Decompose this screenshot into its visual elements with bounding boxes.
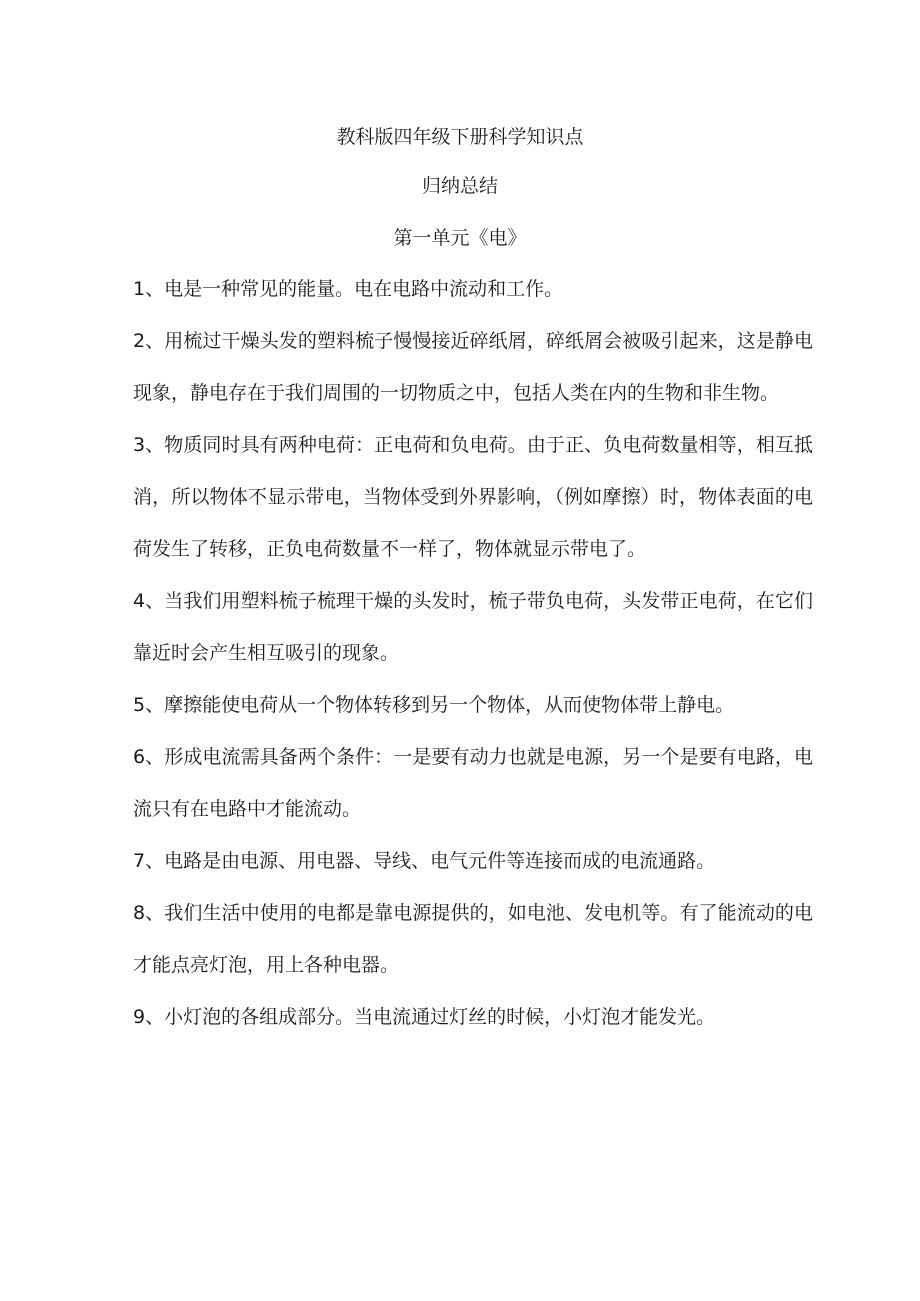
- knowledge-point-1: 1、电是一种常见的能量。电在电路中流动和工作。: [133, 278, 564, 300]
- document-subtitle: 归纳总结: [421, 175, 498, 197]
- knowledge-point-4: 4、当我们用塑料梳子梳理干燥的头发时，梳子带负电荷，头发带正电荷，在它们靠近时会产生相互吸引的现象。: [133, 590, 813, 664]
- knowledge-point-5: 5、摩擦能使电荷从一个物体转移到另一个物体，从而使物体带上静电。: [133, 694, 735, 716]
- knowledge-point-8: 8、我们生活中使用的电都是靠电源提供的，如电池、发电机等。有了能流动的电才能点亮灯泡，用上各种电器。: [133, 902, 813, 976]
- unit-heading: 第一单元《电》: [393, 227, 527, 249]
- document-title: 教科版四年级下册科学知识点: [336, 126, 584, 148]
- knowledge-point-6: 6、形成电流需具备两个条件：一是要有动力也就是电源，另一个是要有电路，电流只有在电路中才能流动。: [133, 746, 813, 820]
- knowledge-point-9: 9、小灯泡的各组成部分。当电流通过灯丝的时候，小灯泡才能发光。: [133, 1006, 716, 1028]
- knowledge-point-2: 2、用梳过干燥头发的塑料梳子慢慢接近碎纸屑，碎纸屑会被吸引起来，这是静电现象，静电存在于我们周围的一切物质之中，包括人类在内的生物和非生物。: [133, 330, 813, 404]
- knowledge-point-7: 7、电路是由电源、用电器、导线、电气元件等连接而成的电流通路。: [133, 850, 716, 872]
- knowledge-point-list: [133, 263, 813, 1043]
- knowledge-point-3: 3、物质同时具有两种电荷：正电荷和负电荷。由于正、负电荷数量相等，相互抵消，所以物体不显示带电，当物体受到外界影响，（例如摩擦）时，物体表面的电荷发生了转移，正负电荷数量不一样了，物体就显示带电了。: [133, 434, 813, 560]
